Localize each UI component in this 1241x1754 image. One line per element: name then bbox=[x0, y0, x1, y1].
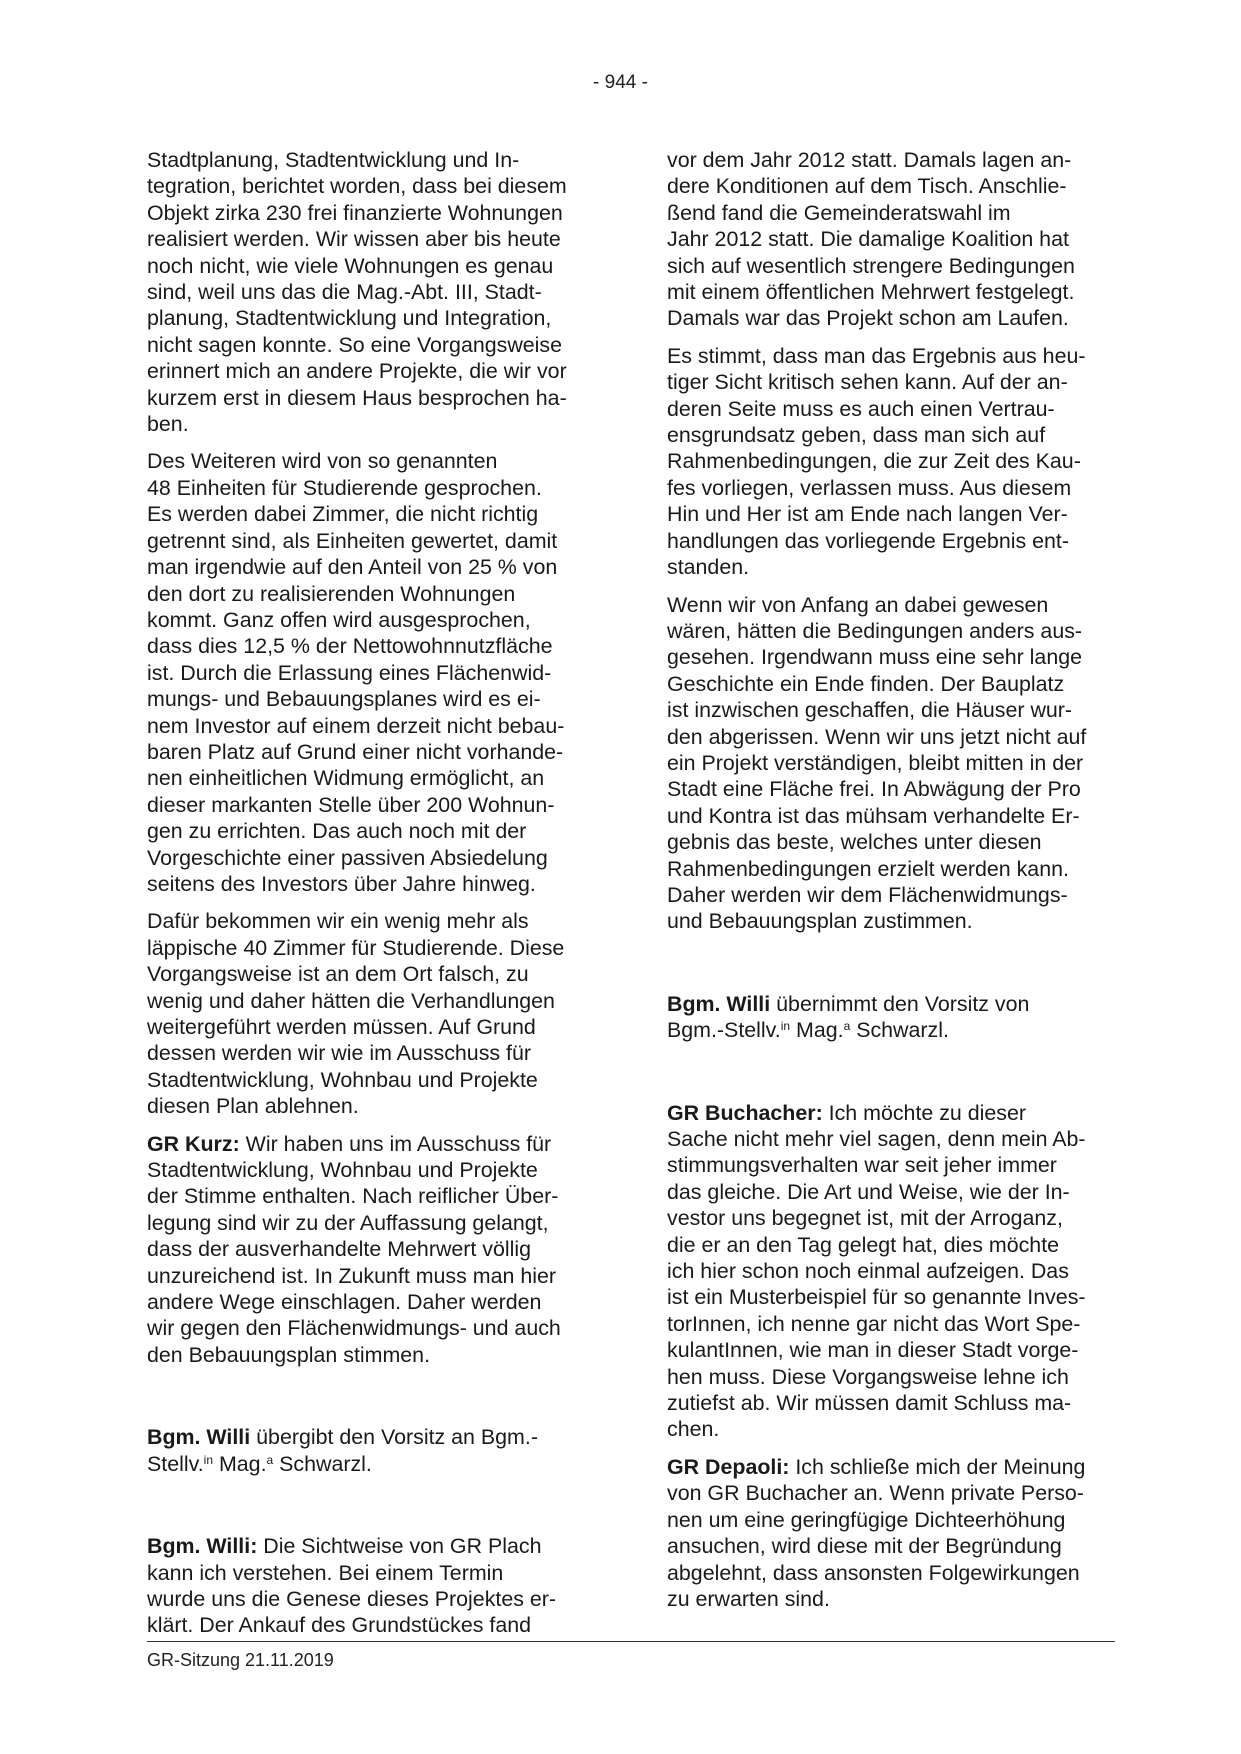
text-line: nem Investor auf einem derzeit nicht bebau- bbox=[147, 713, 565, 738]
text-line: klärt. Der Ankauf des Grundstückes fand bbox=[147, 1613, 532, 1638]
text-line: baren Platz auf Grund einer nicht vorhande- bbox=[147, 739, 564, 764]
paragraph bbox=[667, 343, 1130, 581]
text-line: tiger Sicht kritisch sehen kann. Auf der an- bbox=[667, 370, 1068, 395]
text-line: nen um eine geringfügige Dichteerhöhung bbox=[667, 1507, 1066, 1532]
text-line: Dafür bekommen wir ein wenig mehr als bbox=[147, 909, 529, 934]
text-fragment: Schwarzl. bbox=[850, 1018, 949, 1043]
paragraph bbox=[147, 908, 610, 1119]
speaker-name: GR Depaoli: bbox=[667, 1454, 790, 1479]
text-line: ensgrundsatz geben, dass man sich auf bbox=[667, 423, 1046, 448]
text-line: gebnis das beste, welches unter diesen bbox=[667, 830, 1042, 855]
text-line: kommt. Ganz offen wird ausgesprochen, bbox=[147, 607, 531, 632]
text-line: dessen werden wir wie im Ausschuss für bbox=[147, 1041, 531, 1066]
text-line: weitergeführt werden müssen. Auf Grund bbox=[147, 1015, 536, 1039]
text-line: Stadtentwicklung, Wohnbau und Projekte bbox=[147, 1067, 538, 1092]
text-line: Des Weiteren wird von so genannten bbox=[147, 449, 498, 474]
text-line: übergibt den Vorsitz an Bgm.- bbox=[250, 1425, 538, 1450]
text-line: zu erwarten sind. bbox=[667, 1586, 830, 1611]
text-line: ist inzwischen geschaffen, die Häuser wur- bbox=[667, 698, 1073, 723]
chair-transfer-note bbox=[147, 1424, 610, 1477]
text-line: dere Konditionen auf dem Tisch. Anschlie- bbox=[667, 174, 1067, 199]
text-line: Es stimmt, dass man das Ergebnis aus heu- bbox=[667, 343, 1086, 368]
text-line: Die Sichtweise von GR Plach bbox=[257, 1534, 542, 1559]
text-line: den dort zu realisierenden Wohnungen bbox=[147, 581, 516, 606]
text-line: wären, hätten die Bedingungen anders aus- bbox=[667, 618, 1083, 643]
text-line: wir gegen den Flächenwidmungs- und auch bbox=[147, 1316, 561, 1341]
text-line: mit einem öffentlichen Mehrwert festgelegt. bbox=[667, 280, 1075, 305]
text-line: Sache nicht mehr viel sagen, denn mein Ab- bbox=[667, 1127, 1086, 1151]
text-fragment: Mag. bbox=[790, 1018, 844, 1043]
text-line: läppische 40 Zimmer für Studierende. Diese bbox=[147, 935, 565, 960]
text-line: legung sind wir zu der Auffassung gelangt, bbox=[147, 1210, 549, 1235]
text-line: Wir haben uns im Ausschuss für bbox=[239, 1131, 552, 1156]
text-line: chen. bbox=[667, 1417, 720, 1442]
text-line: sind, weil uns das die Mag.-Abt. III, Stadt- bbox=[147, 280, 542, 305]
text-line: wenig und daher hätten die Verhandlungen bbox=[147, 988, 555, 1013]
text-line: mungs- und Bebauungsplanes wird es ei- bbox=[147, 687, 541, 712]
speaker-name: Bgm. Willi: bbox=[147, 1534, 258, 1559]
text-line: die er an den Tag gelegt hat, dies möchte bbox=[667, 1232, 1060, 1257]
text-line: der Stimme enthalten. Nach reiflicher Über- bbox=[147, 1184, 559, 1209]
paragraph bbox=[667, 592, 1130, 935]
text-fragment: Bgm.-Stellv. bbox=[667, 1018, 781, 1043]
text-line: gen zu errichten. Das auch noch mit der bbox=[147, 819, 527, 844]
text-line: sich auf wesentlich strengere Bedingungen bbox=[667, 253, 1075, 278]
text-line: unzureichend ist. In Zukunft muss man hier bbox=[147, 1263, 556, 1288]
text-line: wurde uns die Genese dieses Projektes er- bbox=[147, 1586, 557, 1611]
text-line: Objekt zirka 230 frei finanzierte Wohnungen bbox=[147, 200, 563, 225]
text-line: und Kontra ist das mühsam verhandelte Er- bbox=[667, 803, 1080, 828]
footer-session-date: GR-Sitzung 21.11.2019 bbox=[147, 1650, 334, 1670]
text-line: hen muss. Diese Vorgangsweise lehne ich bbox=[667, 1364, 1069, 1389]
speaker-name: GR Buchacher: bbox=[667, 1100, 823, 1125]
text-line: den Bebauungsplan stimmen. bbox=[147, 1342, 431, 1367]
text-line: kurzem erst in diesem Haus besprochen ha- bbox=[147, 385, 567, 410]
paragraph bbox=[147, 147, 610, 437]
superscript: in bbox=[203, 1452, 214, 1467]
text-fragment: Stellv. bbox=[147, 1451, 204, 1476]
text-line: seitens des Investors über Jahre hinweg. bbox=[147, 871, 536, 896]
text-line: Wenn wir von Anfang an dabei gewesen bbox=[667, 592, 1049, 617]
text-line: dass dies 12,5 % der Nettowohnnutzfläche bbox=[147, 634, 553, 659]
text-line: man irgendwie auf den Anteil von 25 % von bbox=[147, 555, 558, 580]
text-line: Ich möchte zu dieser bbox=[822, 1100, 1027, 1125]
text-line: Vorgangsweise ist an dem Ort falsch, zu bbox=[147, 962, 529, 987]
paragraph bbox=[667, 147, 1130, 332]
superscript: a bbox=[266, 1452, 274, 1467]
text-line: ansuchen, wird diese mit der Begründung bbox=[667, 1534, 1062, 1559]
text-fragment: Mag. bbox=[213, 1451, 267, 1476]
superscript: a bbox=[843, 1019, 851, 1034]
text-line: vor dem Jahr 2012 statt. Damals lagen an- bbox=[667, 148, 1072, 172]
text-line: übernimmt den Vorsitz von bbox=[770, 991, 1030, 1016]
text-line: ich hier schon noch einmal aufzeigen. Das bbox=[667, 1259, 1069, 1284]
text-line: kulantInnen, wie man in dieser Stadt vorge- bbox=[667, 1338, 1079, 1363]
text-line: kann ich verstehen. Bei einem Termin bbox=[147, 1560, 504, 1585]
text-line: dieser markanten Stelle über 200 Wohnun- bbox=[147, 792, 555, 817]
speech-gr-depaoli bbox=[667, 1454, 1130, 1612]
text-line: Vorgeschichte einer passiven Absiedelung bbox=[147, 845, 548, 870]
text-line: ein Projekt verständigen, bleibt mitten in der bbox=[667, 750, 1084, 775]
text-line: Stadt eine Fläche frei. In Abwägung der Pro bbox=[667, 777, 1081, 802]
text-line: planung, Stadtentwicklung und Integration, bbox=[147, 306, 552, 331]
text-line: Geschichte ein Ende finden. Der Bauplatz bbox=[667, 671, 1065, 696]
text-fragment: Schwarzl. bbox=[273, 1451, 372, 1476]
speaker-name: GR Kurz: bbox=[147, 1131, 240, 1156]
text-line: gesehen. Irgendwann muss eine sehr lange bbox=[667, 645, 1083, 670]
superscript: in bbox=[780, 1019, 791, 1034]
left-column bbox=[147, 147, 610, 1650]
text-line: Ich schließe mich der Meinung bbox=[789, 1454, 1086, 1479]
text-line: torInnen, ich nenne gar nicht das Wort Spe- bbox=[667, 1311, 1081, 1336]
text-line: Jahr 2012 statt. Die damalige Koalition hat bbox=[667, 227, 1069, 252]
speech-gr-buchacher bbox=[667, 1100, 1130, 1443]
text-line: von GR Buchacher an. Wenn private Perso- bbox=[667, 1481, 1084, 1506]
text-line: Rahmenbedingungen, die zur Zeit des Kau- bbox=[667, 449, 1081, 474]
text-line: ßend fand die Gemeinderatswahl im bbox=[667, 200, 1011, 225]
text-line: ist. Durch die Erlassung eines Flächenwid- bbox=[147, 660, 552, 685]
text-line: deren Seite muss es auch einen Vertrau- bbox=[667, 396, 1055, 421]
paragraph bbox=[147, 448, 610, 897]
text-line: Rahmenbedingungen erzielt werden kann. bbox=[667, 856, 1069, 881]
text-line: das gleiche. Die Art und Weise, wie der In- bbox=[667, 1179, 1070, 1204]
text-line: Es werden dabei Zimmer, die nicht richtig bbox=[147, 502, 539, 527]
text-line: abgelehnt, dass ansonsten Folgewirkungen bbox=[667, 1560, 1080, 1585]
text-line: Daher werden wir dem Flächenwidmungs- bbox=[667, 882, 1068, 907]
text-line: Hin und Her ist am Ende nach langen Ver- bbox=[667, 502, 1068, 527]
text-line: handlungen das vorliegende Ergebnis ent- bbox=[667, 528, 1069, 553]
text-line: Stadtplanung, Stadtentwicklung und In- bbox=[147, 148, 520, 172]
text-line: ben. bbox=[147, 412, 189, 437]
right-column bbox=[667, 147, 1130, 1623]
text-line: Stadtentwicklung, Wohnbau und Projekte bbox=[147, 1158, 538, 1183]
text-line: ist ein Musterbeispiel für so genannte Inves- bbox=[667, 1285, 1086, 1310]
text-line: nicht sagen konnte. So eine Vorgangsweise bbox=[147, 332, 563, 357]
text-line: noch nicht, wie viele Wohnungen es genau bbox=[147, 253, 554, 278]
text-line: getrennt sind, als Einheiten gewertet, damit bbox=[147, 528, 558, 553]
text-line: andere Wege einschlagen. Daher werden bbox=[147, 1290, 542, 1315]
text-line: standen. bbox=[667, 555, 750, 580]
text-line: Damals war das Projekt schon am Laufen. bbox=[667, 306, 1069, 331]
page-number: - 944 - bbox=[593, 72, 648, 93]
text-line: erinnert mich an andere Projekte, die wir vor bbox=[147, 359, 567, 384]
text-line: und Bebauungsplan zustimmen. bbox=[667, 909, 973, 934]
text-line: tegration, berichtet worden, dass bei diesem bbox=[147, 174, 567, 199]
text-line: vestor uns begegnet ist, mit der Arroganz, bbox=[667, 1206, 1063, 1231]
speaker-name: Bgm. Willi bbox=[667, 991, 771, 1016]
text-line: 48 Einheiten für Studierende gesprochen. bbox=[147, 475, 542, 500]
text-line: realisiert werden. Wir wissen aber bis heute bbox=[147, 227, 561, 252]
speech-bgm-willi bbox=[147, 1533, 610, 1639]
text-line: dass der ausverhandelte Mehrwert völlig bbox=[147, 1237, 532, 1262]
footer-divider bbox=[147, 1641, 1115, 1642]
text-line: fes vorliegen, verlassen muss. Aus diesem bbox=[667, 475, 1072, 500]
speaker-name: Bgm. Willi bbox=[147, 1425, 251, 1450]
text-line: nen einheitlichen Widmung ermöglicht, an bbox=[147, 766, 545, 791]
chair-transfer-note bbox=[667, 991, 1130, 1044]
text-line: stimmungsverhalten war seit jeher immer bbox=[667, 1153, 1057, 1178]
text-line: zutiefst ab. Wir müssen damit Schluss ma- bbox=[667, 1391, 1072, 1416]
text-line: diesen Plan ablehnen. bbox=[147, 1094, 359, 1119]
text-line: den abgerissen. Wenn wir uns jetzt nicht auf bbox=[667, 724, 1087, 749]
speech-gr-kurz bbox=[147, 1131, 610, 1369]
